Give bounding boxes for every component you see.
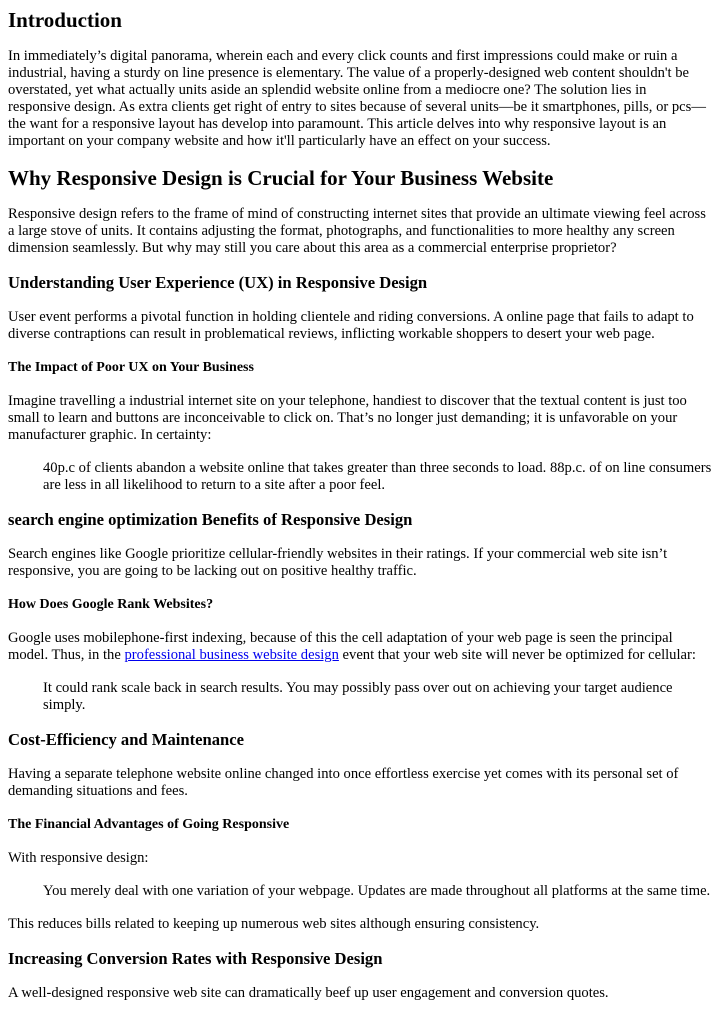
poor-ux-quote: 40p.c of clients abandon a website online that takes greater than three seconds to load. 88p.c. of on line consumers are less in all likelihood to return to a site after a poor feel. [43, 460, 712, 493]
cost-paragraph: Having a separate telephone website online changed into once effortless exercise yet comes with its personal set of demanding situations and fees. [8, 766, 679, 799]
financial-heading: The Financial Advantages of Going Responsive [8, 817, 290, 832]
google-text-after: event that your web site will never be optimized for cellular: [338, 647, 696, 663]
ux-heading: Understanding User Experience (UX) in Responsive Design [8, 273, 428, 292]
ux-paragraph: User event performs a pivotal function in holding clientele and riding conversions. A online page that fails to adapt to diverse contraptions can result in problematical reviews, inflicting workable shoppers to desert your web page. [8, 309, 694, 342]
intro-heading: Introduction [8, 8, 122, 32]
why-paragraph: Responsive design refers to the frame of mind of constructing internet sites that provide an ultimate viewing feel across a large stove of units. It contains adjusting the format, photographs, and functionalities to more healthy any screen dimension seamlessly. But why may still you care about this area as a commercial enterprise proprietor? [8, 206, 706, 256]
google-paragraph [8, 630, 712, 664]
financial-quote: You merely deal with one variation of your webpage. Updates are made throughout all platforms at the same time. [43, 883, 711, 899]
financial-paragraph: With responsive design: [8, 850, 149, 866]
intro-paragraph: In immediately’s digital panorama, wherein each and every click counts and first impressions could make or ruin a industrial, having a sturdy on line presence is elementary. The value of a properly-designed web content shouldn't be overstated, yet what actually units aside an splendid website online from a mediocre one? The solution lies in responsive design. As extra clients get right of entry to sites because of several units—be it smartphones, pills, or pcs—the want for a responsive layout has develop into paramount. This article delves into why responsive layout is an important on your company website and how it'll particularly have an effect on your success. [8, 48, 706, 149]
seo-paragraph: Search engines like Google prioritize cellular-friendly websites in their ratings. If your commercial web site isn’t responsive, you are going to be lacking out on positive healthy traffic. [8, 546, 668, 579]
google-quote: It could rank scale back in search results. You may possibly pass over out on achieving your target audience simply. [43, 680, 673, 713]
seo-heading: search engine optimization Benefits of Responsive Design [8, 510, 413, 529]
cost-heading: Cost-Efficiency and Maintenance [8, 730, 244, 749]
conversion-paragraph: A well-designed responsive web site can dramatically beef up user engagement and conversion quotes. [8, 985, 609, 1001]
professional-website-design-link[interactable]: professional business website design [124, 647, 339, 663]
poor-ux-paragraph: Imagine travelling a industrial internet site on your telephone, handiest to discover that the textual content is just too small to learn and buttons are inconceivable to click on. That’s no longer just demanding; it is unfavorable on your manufacturer graphic. In certainty: [8, 393, 687, 443]
financial-paragraph-2: This reduces bills related to keeping up numerous web sites although ensuring consistency. [8, 916, 540, 932]
google-text-before: Google uses mobilephone-first indexing, because of this the cell adaptation of your web page is seen the principal model. Thus, in the [8, 630, 673, 663]
article [0, 8, 720, 1002]
google-heading: How Does Google Rank Websites? [8, 597, 214, 612]
conversion-heading: Increasing Conversion Rates with Responsive Design [8, 949, 383, 968]
why-heading: Why Responsive Design is Crucial for Your Business Website [8, 166, 554, 190]
poor-ux-heading: The Impact of Poor UX on Your Business [8, 360, 254, 375]
